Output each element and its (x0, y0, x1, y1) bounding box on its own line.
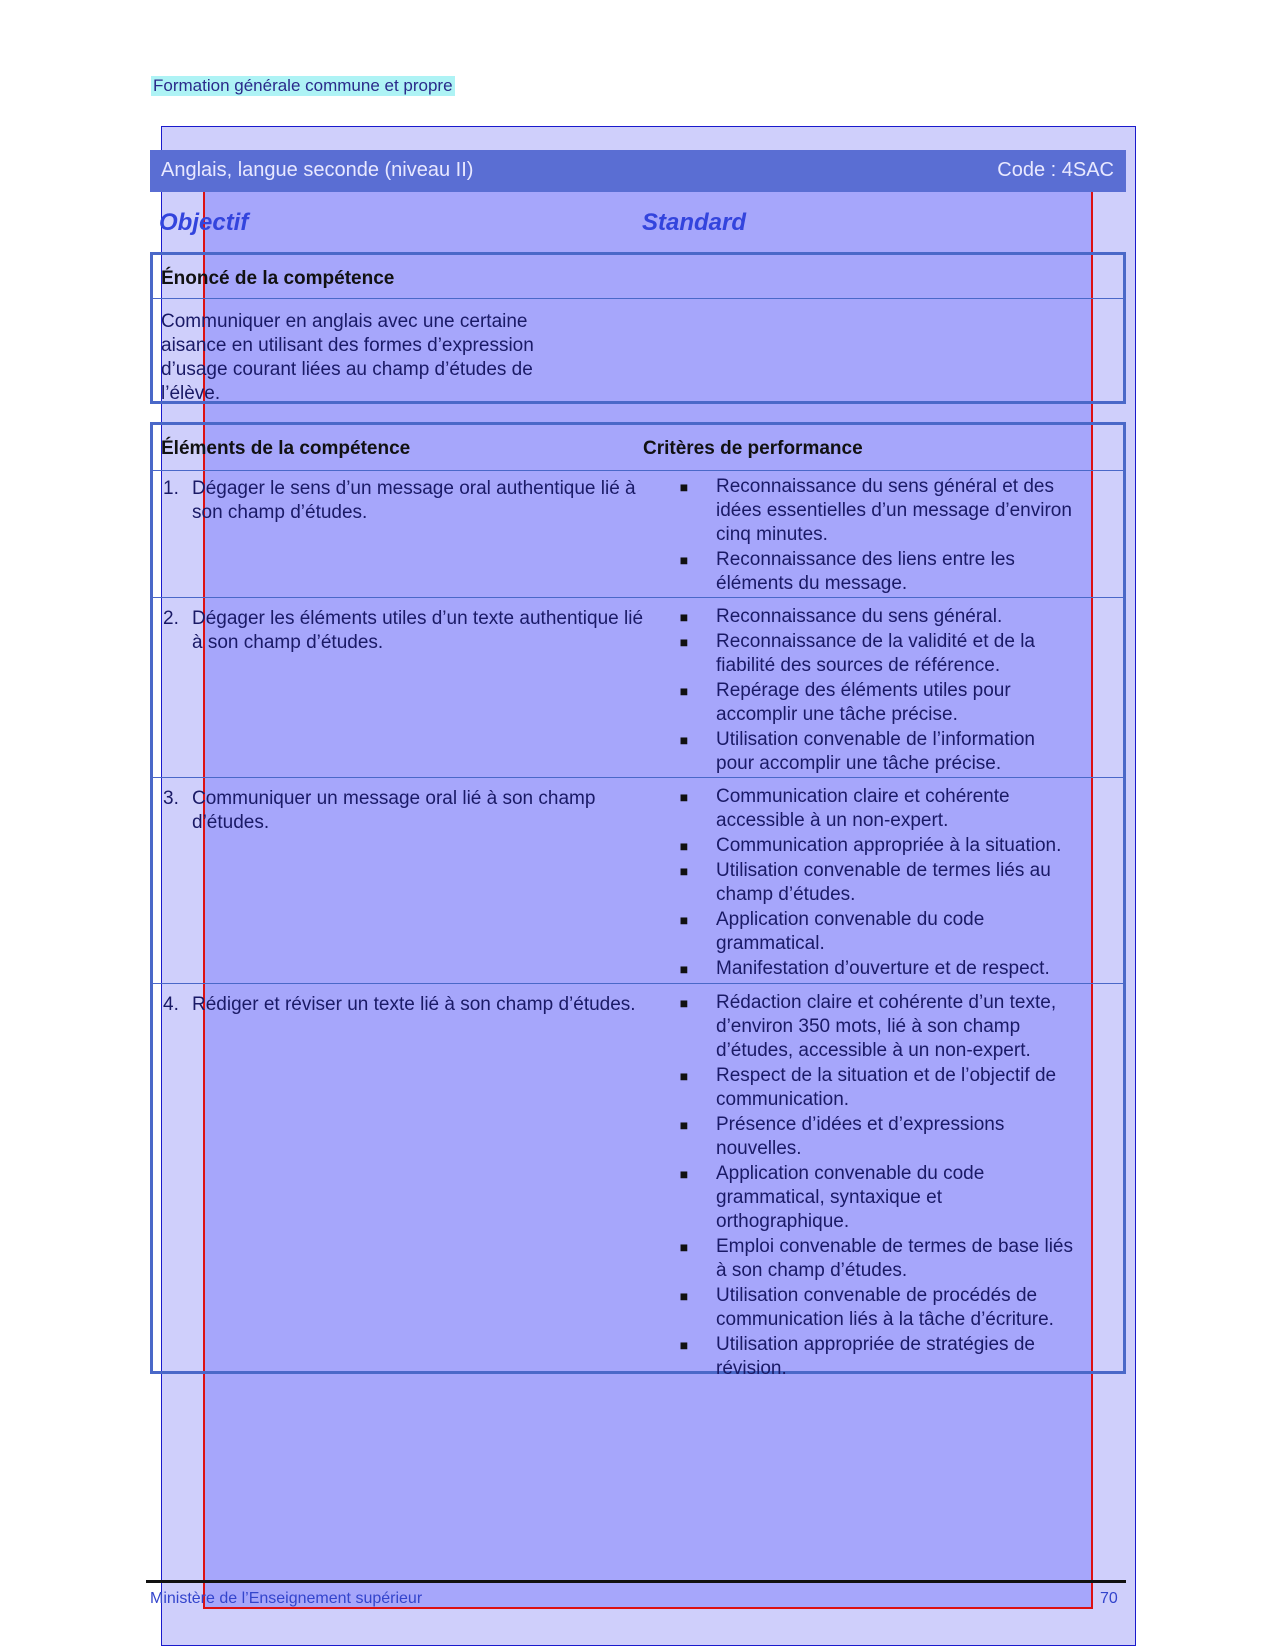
divider (153, 777, 1123, 778)
list-item: ■ Reconnaissance de la validité et de la fiabilité des sources de référence. (679, 631, 1035, 676)
course-title: Anglais, langue seconde (niveau II) (161, 159, 474, 181)
list-item: ■ Présence d’idées et d’expressions nouvelles. (679, 1114, 1005, 1159)
divider (153, 983, 1123, 984)
bullet-icon: ■ (679, 1337, 689, 1353)
bullet-icon: ■ (679, 683, 689, 699)
course-code: Code : 4SAC (997, 159, 1114, 181)
list-item: ■ Manifestation d’ouverture et de respect. (679, 958, 1050, 979)
list-item: ■ Utilisation convenable de termes liés au champ d’études. (679, 860, 1051, 905)
bullet-icon: ■ (679, 1288, 689, 1304)
bullet-icon: ■ (679, 1068, 689, 1084)
bullet-icon: ■ (679, 479, 689, 495)
divider (153, 597, 1123, 598)
table-row-element (163, 787, 643, 835)
list-item: ■ Utilisation convenable de l’information pour accomplir une tâche précise. (679, 729, 1035, 774)
list-item: ■ Emploi convenable de termes de base liés à son champ d’études. (679, 1236, 1073, 1281)
page-number: 70 (1100, 1590, 1118, 1607)
competency-table (150, 422, 1126, 1379)
criteria-list (678, 605, 1078, 777)
bullet-icon: ■ (679, 961, 689, 977)
footer-publisher: Ministère de l’Enseignement supérieur (150, 1590, 423, 1607)
bullet-icon: ■ (679, 609, 689, 625)
table-row-element (163, 477, 643, 525)
running-header: Formation générale commune et propre (153, 76, 453, 95)
bullet-icon: ■ (679, 863, 689, 879)
list-item: ■ Application convenable du code grammatical. (679, 909, 985, 954)
bullet-icon: ■ (679, 732, 689, 748)
standard-heading: Standard (642, 209, 747, 236)
divider (153, 298, 1123, 299)
element-number: 3. (163, 788, 179, 809)
list-item: ■ Communication claire et cohérente accessible à un non-expert. (679, 786, 1010, 831)
objective-heading: Objectif (159, 209, 249, 236)
bullet-icon: ■ (679, 789, 689, 805)
element-text: Dégager les éléments utiles d’un texte authentique lié à son champ d’études. (192, 608, 644, 653)
element-number: 1. (163, 478, 179, 499)
divider (153, 470, 1123, 471)
element-text: Rédiger et réviser un texte lié à son champ d’études. (192, 994, 636, 1015)
list-item: ■ Communication appropriée à la situation. (679, 835, 1062, 856)
element-text: Communiquer un message oral lié à son champ d’études. (192, 788, 596, 833)
list-item: ■ Reconnaissance des liens entre les éléments du message. (679, 549, 1015, 594)
list-item: ■ Utilisation convenable de procédés de communication liés à la tâche d’écriture. (679, 1285, 1054, 1330)
criteria-list (678, 785, 1078, 982)
competency-statement-header: Énoncé de la compétence (161, 268, 395, 289)
list-item: ■ Reconnaissance du sens général et des idées essentielles d’un message d’environ cinq minutes. (679, 476, 1072, 545)
bullet-icon: ■ (679, 1117, 689, 1133)
competency-statement-text: Communiquer en anglais avec une certaine aisance en utilisant des formes d’expression d’usage courant liées au champ d’études de l’élève. (161, 311, 534, 404)
list-item: ■ Utilisation appropriée de stratégies de révision. (679, 1334, 1035, 1379)
bullet-icon: ■ (679, 552, 689, 568)
col-header-elements: Éléments de la compétence (161, 438, 411, 459)
element-number: 2. (163, 608, 179, 629)
list-item: ■ Reconnaissance du sens général. (679, 606, 1003, 627)
list-item: ■ Rédaction claire et cohérente d’un texte, d’environ 350 mots, lié à son champ d’études, accessible à un non-expert. (679, 992, 1057, 1061)
list-item: ■ Repérage des éléments utiles pour accomplir une tâche précise. (679, 680, 1011, 725)
list-item: ■ Application convenable du code grammatical, syntaxique et orthographique. (679, 1163, 985, 1232)
table-row-element (163, 607, 643, 655)
competency-statement-box (150, 252, 1126, 404)
element-number: 4. (163, 994, 179, 1015)
criteria-list (678, 991, 1078, 1382)
footer-rule (146, 1580, 1126, 1583)
bullet-icon: ■ (679, 1166, 689, 1182)
table-row-element (163, 993, 643, 1017)
col-header-criteria: Critères de performance (643, 438, 863, 459)
course-title-bar (150, 150, 1126, 192)
criteria-list (678, 475, 1078, 597)
bullet-icon: ■ (679, 1239, 689, 1255)
element-text: Dégager le sens d’un message oral authentique lié à son champ d’études. (192, 478, 636, 523)
bullet-icon: ■ (679, 634, 689, 650)
list-item: ■ Respect de la situation et de l’objectif de communication. (679, 1065, 1057, 1110)
bullet-icon: ■ (679, 995, 689, 1011)
bullet-icon: ■ (679, 912, 689, 928)
bullet-icon: ■ (679, 838, 689, 854)
